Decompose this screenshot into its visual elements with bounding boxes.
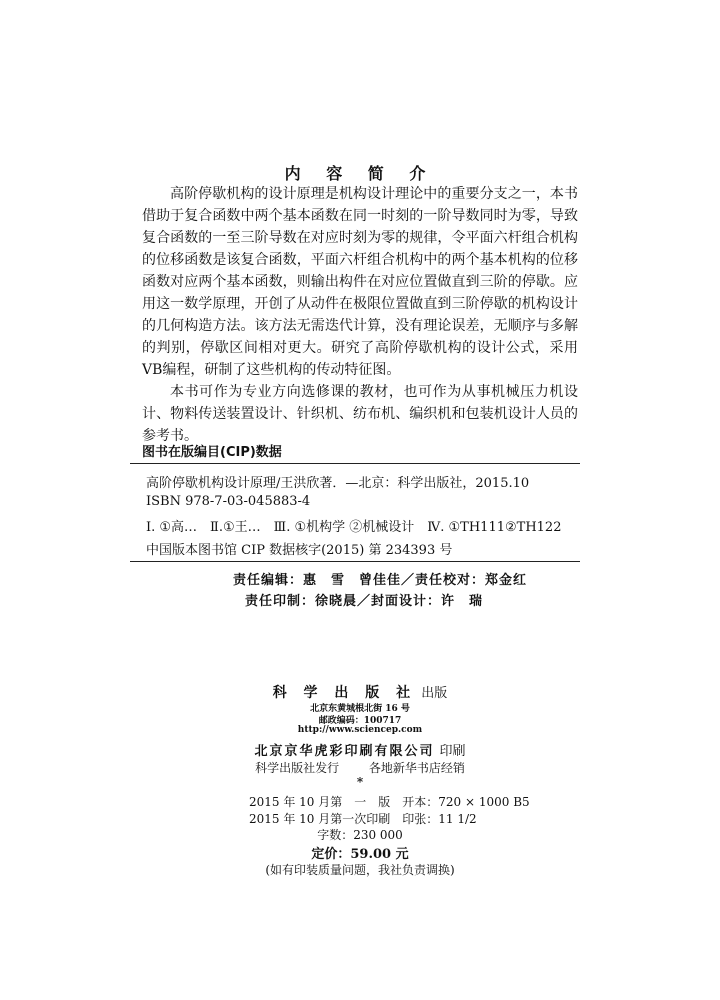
cip-line-isbn: ISBN 978-7-03-045883-4 (146, 494, 311, 509)
cip-top-rule (130, 463, 580, 464)
publisher-name: 科 学 出 版 社 (272, 685, 417, 701)
summary-paragraph-1-text: 高阶停歇机构的设计原理是机构设计理论中的重要分支之一，本书借助于复合函数中两个基本函数在同一时刻的一阶导数同时为零，导致复合函数的一至三阶导数在对应时刻为零的规律，令平面六杆组合机构的位移函数是该复合函数，平面六杆组合机构中的两个基本机构的位移函数对应两个基本函数，则输出构件在对应位置做直到三阶的停歇。应用这一数学原理，开创了从动件在极限位置做直到三阶停歇的机构设计的几何构造方法。该方法无需迭代计算，没有理论误差，无顺序与多解的判别，停歇区间相对更大。研究了高阶停歇机构的设计公式，采用VB编程，研制了这些机构的传动特征图。 (142, 186, 578, 378)
cip-line-classification: Ⅰ. ①高… Ⅱ.①王… Ⅲ. ①机构学 ②机械设计 Ⅳ. ①TH111②TH122 (146, 520, 562, 535)
summary-paragraph-1 (142, 183, 578, 381)
summary-paragraph-2-text: 本书可作为专业方向选修课的教材，也可作为从事机械压力机设计、物料传送装置设计、针织机、纺布机、编织机和包装机设计人员的参考书。 (142, 384, 578, 444)
publisher-website: http://www.sciencep.com (297, 725, 423, 735)
publisher-action: 出版 (421, 686, 448, 701)
cip-heading: 图书在版编目(CIP)数据 (142, 445, 282, 460)
printer-name: 北京京华虎彩印刷有限公司 (254, 744, 435, 759)
edition-line-2: 2015 年 10 月第一次印刷 印张：11 1/2 (249, 812, 477, 826)
cip-line-record-number: 中国版本图书馆 CIP 数据核字(2015) 第 234393 号 (146, 543, 453, 558)
edition-word-count: 字数：230 000 (317, 828, 403, 842)
price-note: (如有印装质量问题，我社负责调换) (265, 863, 455, 877)
separator-star: * (356, 775, 364, 789)
distribution-line (0, 759, 720, 776)
publisher-address: 北京东黄城根北街 16 号 (310, 704, 410, 714)
distribution-publisher: 科学出版社发行 (255, 761, 340, 775)
cip-bottom-rule (130, 561, 580, 562)
price-label: 定价：59.00 元 (311, 847, 409, 862)
distribution-bookstores: 各地新华书店经销 (368, 761, 465, 775)
summary-title: 内 容 简 介 (284, 164, 436, 183)
staff-editors: 责任编辑：惠 雪 曾佳佳／责任校对：郑金红 (233, 573, 528, 588)
printer-block (0, 740, 720, 759)
summary-paragraph-2 (142, 381, 578, 447)
publisher-block (0, 682, 720, 702)
publisher-postcode: 邮政编码：100717 (318, 716, 402, 726)
edition-line-1: 2015 年 10 月第 一 版 开本：720 × 1000 B5 (249, 795, 530, 809)
staff-production: 责任印制：徐晓晨／封面设计：许 瑞 (245, 594, 484, 609)
cip-line-title: 高阶停歇机构设计原理/王洪欣著．—北京：科学出版社，2015.10 (146, 476, 530, 491)
printer-action: 印刷 (439, 744, 466, 759)
